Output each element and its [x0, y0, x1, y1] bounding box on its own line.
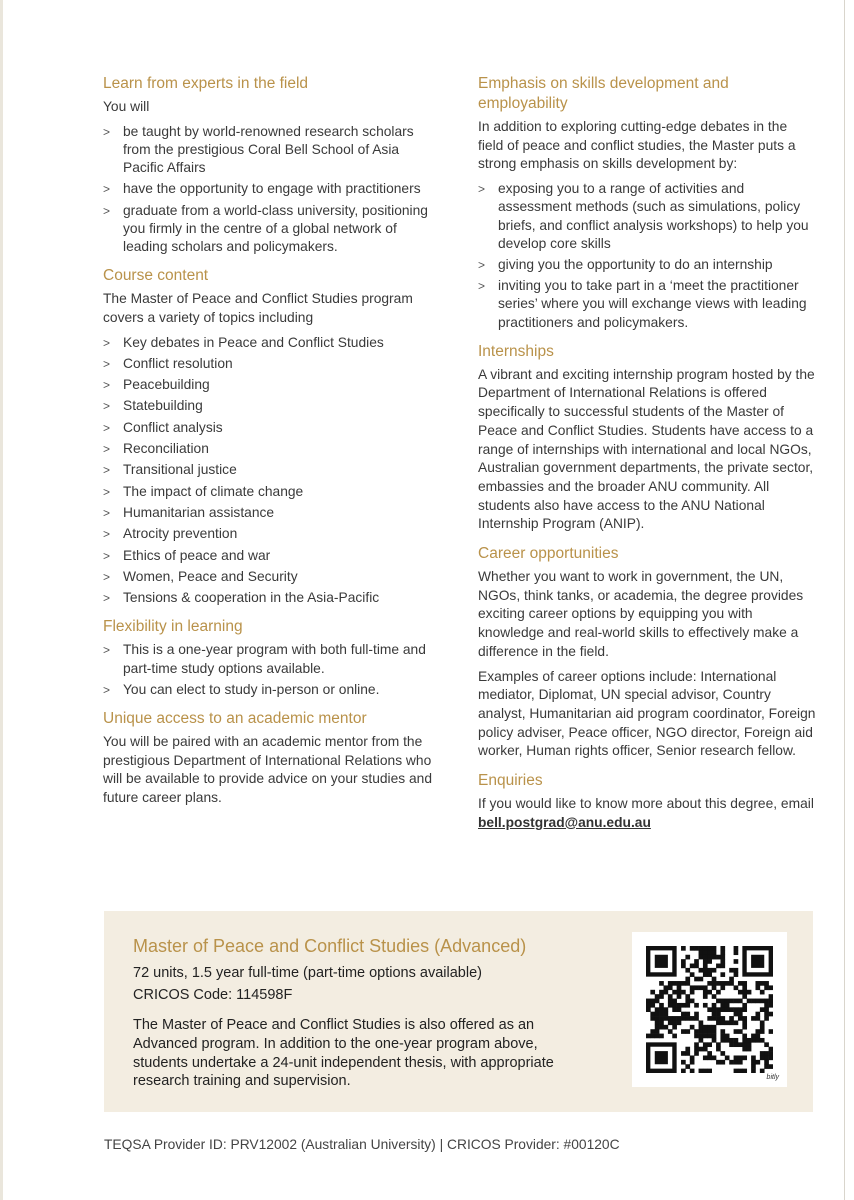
list-item: > Humanitarian assistance: [103, 504, 443, 522]
list-item: > Women, Peace and Security: [103, 568, 443, 586]
panel-units: 72 units, 1.5 year full-time (part-time options available): [133, 965, 482, 981]
mentor-section: [103, 709, 443, 808]
internships-section: [478, 342, 816, 534]
list-item: > This is a one-year program with both full-time and part-time study options available.: [103, 641, 443, 677]
skills-list: [478, 180, 816, 332]
list-item: > The impact of climate change: [103, 483, 443, 501]
left-edge-rule: [0, 0, 3, 1200]
left-column: [103, 74, 443, 818]
qr-code-icon: [646, 946, 773, 1073]
list-item: > You can elect to study in-person or online.: [103, 681, 443, 699]
list-item: > Statebuilding: [103, 397, 443, 415]
provider-footer: TEQSA Provider ID: PRV12002 (Australian University) | CRICOS Provider: #00120C: [104, 1137, 620, 1152]
enquiries-text: [478, 795, 816, 832]
qr-code[interactable]: [632, 932, 787, 1087]
skills-intro: In addition to exploring cutting-edge debates in the field of peace and conflict studies, the Master puts a strong emphasis on skills development by:: [478, 119, 796, 172]
list-item: > Conflict resolution: [103, 355, 443, 373]
list-item: > Conflict analysis: [103, 419, 443, 437]
enquiries-heading: Enquiries: [478, 772, 543, 790]
experts-section: [103, 74, 443, 256]
experts-intro: You will: [103, 99, 150, 114]
list-item: > graduate from a world-class university, positioning you firmly in the centre of a global network of leading scholars and policymakers.: [103, 202, 443, 257]
internships-heading: Internships: [478, 342, 554, 360]
internships-text: A vibrant and exciting internship program hosted by the Department of International Relations is offered specifically to successful students of the Master of Peace and Conflict Studies. Students have access to a range of internships with international and local NGOs, Australian government departments, the private sector, embassies and the broader ANU community. All students also have access to the ANU National Internship Program (ANIP).: [478, 366, 815, 532]
email-link[interactable]: bell.postgrad@anu.edu.au: [478, 814, 651, 830]
list-item: > exposing you to a range of activities and assessment methods (such as simulations, policy briefs, and conflict analysis workshops) to help you develop core skills: [478, 180, 816, 253]
course-topics-list: [103, 334, 443, 608]
list-item: > Key debates in Peace and Conflict Studies: [103, 334, 443, 352]
career-text: Whether you want to work in government, the UN, NGOs, think tanks, or academia, the degree provides exciting career options by equipping you with knowledge and real-world skills to effectively make a difference in the field.: [478, 569, 804, 659]
list-item: > be taught by world-renowned research scholars from the prestigious Coral Bell School of Asia Pacific Affairs: [103, 123, 443, 178]
flexibility-list: [103, 641, 443, 699]
enquiries-section: [478, 771, 816, 832]
panel-cricos: CRICOS Code: 114598F: [133, 987, 293, 1003]
list-item: > Ethics of peace and war: [103, 547, 443, 565]
career-section: [478, 544, 816, 761]
experts-heading: Learn from experts in the field: [103, 75, 309, 92]
course-intro: The Master of Peace and Conflict Studies program covers a variety of topics including: [103, 291, 413, 325]
list-item: > Transitional justice: [103, 461, 443, 479]
qr-bitly-label: bitly: [766, 1074, 779, 1081]
mentor-heading: Unique access to an academic mentor: [103, 710, 367, 727]
list-item: > have the opportunity to engage with practitioners: [103, 180, 443, 198]
experts-list: [103, 123, 443, 256]
enquiries-label: If you would like to know more about this degree, email: [478, 796, 814, 812]
flexibility-heading: Flexibility in learning: [103, 618, 243, 636]
right-column: [478, 74, 816, 843]
list-item: > giving you the opportunity to do an internship: [478, 256, 816, 274]
skills-heading: Emphasis on skills development and employability: [478, 75, 729, 112]
right-edge-rule: [844, 0, 845, 1200]
flexibility-section: [103, 617, 443, 699]
advanced-program-panel: [104, 911, 813, 1112]
career-examples: Examples of career options include: International mediator, Diplomat, UN special advisor, Country analyst, Humanitarian aid program coordinator, Foreign policy adviser, Peace officer, NGO director, Foreign aid worker, Human rights officer, Senior research fellow.: [478, 668, 816, 759]
list-item: > Peacebuilding: [103, 376, 443, 394]
skills-section: [478, 74, 816, 332]
list-item: > Atrocity prevention: [103, 525, 443, 543]
list-item: > Tensions & cooperation in the Asia-Pacific: [103, 589, 443, 607]
mentor-text: You will be paired with an academic mentor from the prestigious Department of International Relations who will be available to provide advice on your studies and future career plans.: [103, 734, 433, 806]
panel-description: The Master of Peace and Conflict Studies is also offered as an Advanced program. In addition to the one-year program above, students undertake a 24-unit independent thesis, with appropriate research training and supervision.: [133, 1017, 554, 1090]
list-item: > inviting you to take part in a ‘meet the practitioner series’ where you will exchange views with leading practitioners and policymakers.: [478, 277, 816, 332]
course-heading: Course content: [103, 267, 209, 285]
list-item: > Reconciliation: [103, 440, 443, 458]
course-section: [103, 266, 443, 607]
panel-title: Master of Peace and Conflict Studies (Advanced): [133, 936, 527, 956]
career-heading: Career opportunities: [478, 545, 619, 563]
